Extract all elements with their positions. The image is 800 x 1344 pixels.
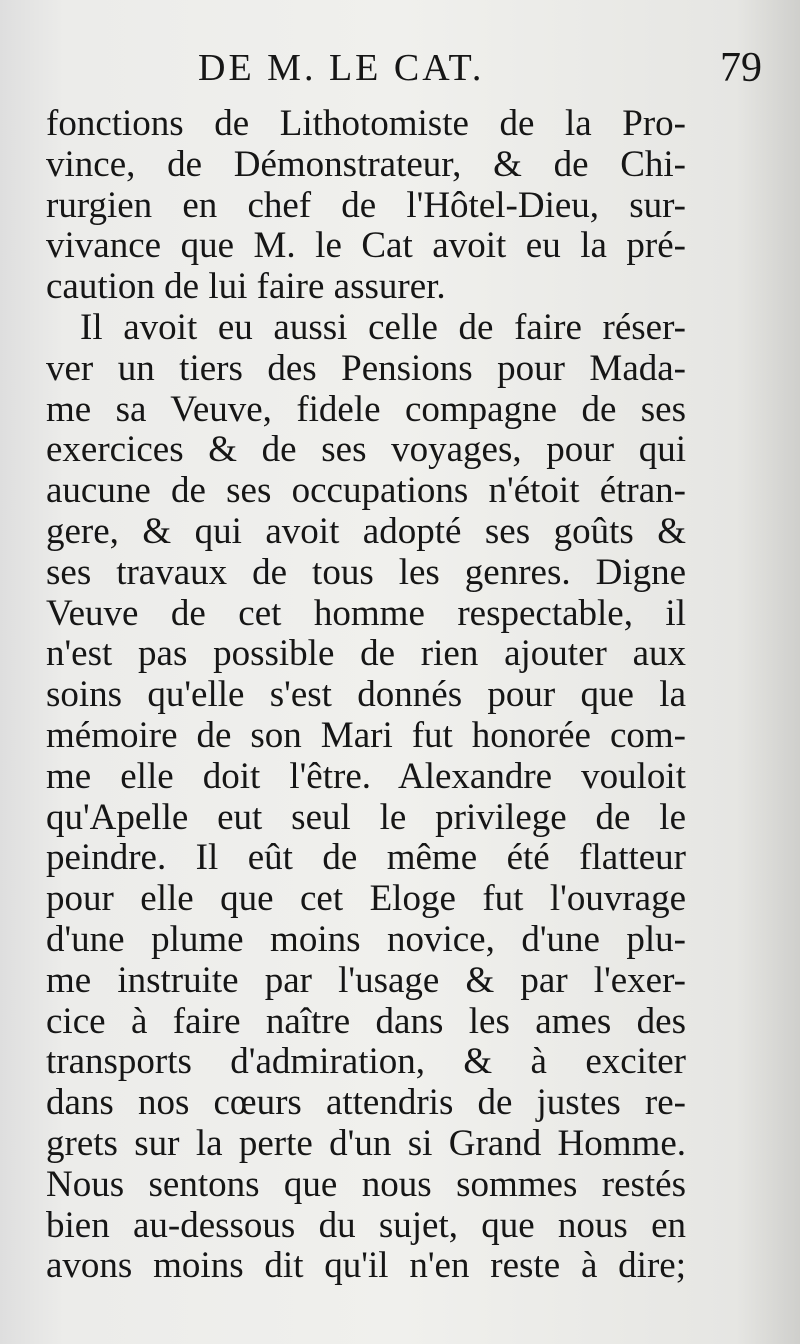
body-text xyxy=(46,104,686,1287)
text-line: dans nos cœurs attendris de justes re- xyxy=(46,1083,686,1124)
text-line: avons moins dit qu'il n'en reste à dire; xyxy=(46,1246,686,1287)
text-line: bien au-dessous du sujet, que nous en xyxy=(46,1205,686,1246)
text-line: fonctions de Lithotomiste de la Pro- xyxy=(46,104,686,144)
text-line: vince, de Démonstrateur, & de Chi- xyxy=(46,144,686,185)
page-number: 79 xyxy=(720,45,762,91)
text-line: me instruite par l'usage & par l'exer- xyxy=(46,960,686,1001)
text-line: Veuve de cet homme respectable, il xyxy=(46,593,686,634)
text-line: mémoire de son Mari fut honorée com- xyxy=(46,715,686,756)
text-line: n'est pas possible de rien ajouter aux xyxy=(46,634,686,675)
text-line: cice à faire naître dans les ames des xyxy=(46,1001,686,1042)
text-line: d'une plume moins novice, d'une plu- xyxy=(46,919,686,960)
text-line: vivance que M. le Cat avoit eu la pré- xyxy=(46,226,686,267)
text-line: ses travaux de tous les genres. Digne xyxy=(46,552,686,593)
text-line: soins qu'elle s'est donnés pour que la xyxy=(46,675,686,716)
text-line: qu'Apelle eut seul le privilege de le xyxy=(46,797,686,838)
text-line: caution de lui faire assurer. xyxy=(46,267,446,308)
text-line: peindre. Il eût de même été flatteur xyxy=(46,838,686,879)
text-line: transports d'admiration, & à exciter xyxy=(46,1042,686,1083)
text-line: pour elle que cet Eloge fut l'ouvrage xyxy=(46,879,686,920)
page-header xyxy=(48,40,762,96)
text-line: gere, & qui avoit adopté ses goûts & xyxy=(46,511,686,552)
text-line: rurgien en chef de l'Hôtel-Dieu, sur- xyxy=(46,185,686,226)
running-head: DE M. LE CAT. xyxy=(198,47,485,89)
text-line: Il avoit eu aussi celle de faire réser- xyxy=(80,307,686,348)
text-line: grets sur la perte d'un si Grand Homme. xyxy=(46,1123,686,1164)
text-line: ver un tiers des Pensions pour Mada- xyxy=(46,348,686,389)
text-line: me elle doit l'être. Alexandre vouloit xyxy=(46,756,686,797)
text-line: aucune de ses occupations n'étoit étran- xyxy=(46,471,686,512)
text-line: me sa Veuve, fidele compagne de ses xyxy=(46,389,686,430)
text-line: exercices & de ses voyages, pour qui xyxy=(46,430,686,471)
text-line: Nous sentons que nous sommes restés xyxy=(46,1164,686,1205)
